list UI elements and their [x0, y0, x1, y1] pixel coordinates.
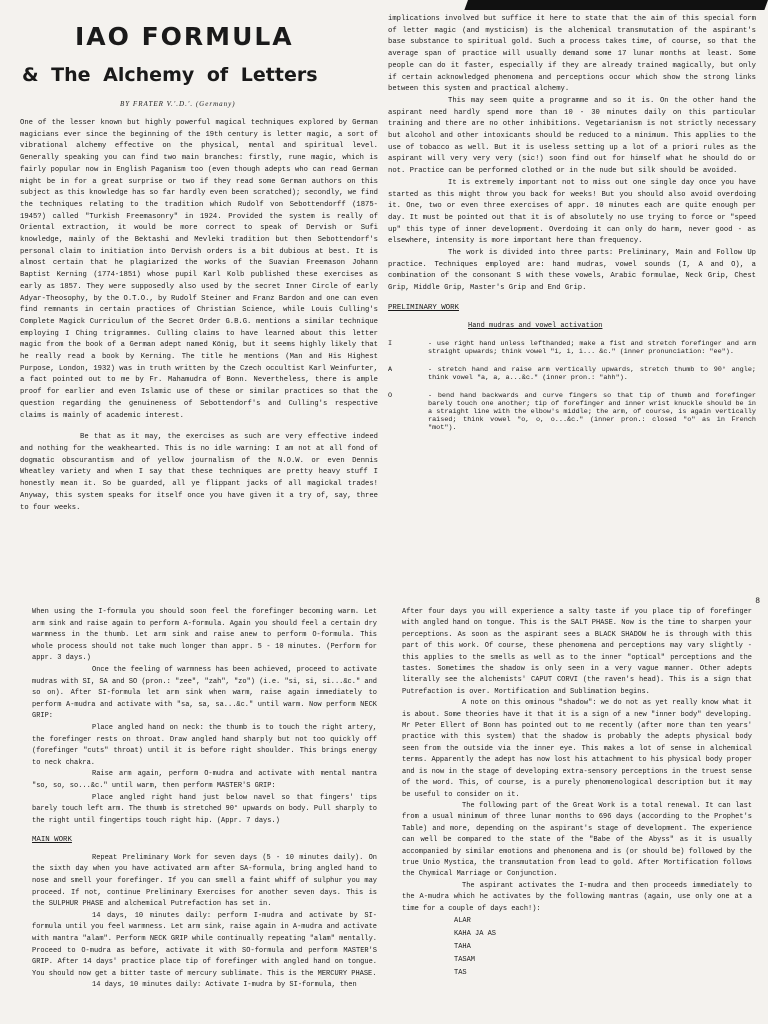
- practice-text: - bend hand backwards and curve fingers so that tip of thumb and forefinger barely touch one another; tip of forefinger and inner wrist knuckle should be in a straight line with the elbow's middle; the arm, of course, is again vertically raised; think vowel "o, o, o...&c." (inner pron.: closed "o" as in French "mot").: [428, 392, 756, 433]
- paragraph: This may seem quite a programme and so it is. On the other hand the aspirant need hardly spend more than 10 - 30 minutes daily on this particular training and there are no other inhibitions. Vegetarianism is not strictly necessary but alcohol and other intoxicants should be reduced to a minimum. This applies to the use of tobacco as well. But it is useless setting up a lot of a priori rules as the aspirant will very very very (sic!) soon find out for himself what he should do or not. Practice can be performed clothed or in the nude but silk should be avoided.: [388, 96, 756, 176]
- practice-item: [388, 392, 756, 432]
- paragraph: Place angled right hand just below navel so that fingers' tips barely touch left arm. The thumb is stretched 90° upwards on body. Pull sharply to the right until fingertips touch right hip. (Appr. 7 days.): [32, 793, 377, 825]
- mantra: TAHA: [454, 942, 471, 951]
- paragraph: Once the feeling of warmness has been achieved, proceed to activate mudras with SI, SA and SO (pron.: "zee", "zah", "zo") (i.e. "si, si, si...&c." and so on). After SI-formula let arm sink when warm, raise again immediately to perform A-mudra and activate with "sa, sa, sa...&c." until warm. Now perform NECK GRIP:: [32, 665, 377, 721]
- paragraph: A note on this ominous "shadow": we do not as yet really know what it is about. Some theories have it that it is a sign of a new "inner body" developing. Mr Peter Ellert of Bonn has pointed out to me recently (after more than ten years' practice with this system) that the shadow is probably the adepts physical body seen from the outside via the inner eye. This makes a lot of sense in alchemical terms. Apparently the adept has now lost his attachment to his physical body proper and is now in the stage of developing extra-sensory perceptions in the truest sense of the word. This, of course, is a purely phenomenological description but it may be useful to consider on it.: [402, 699, 752, 799]
- page1-right-column: [388, 14, 756, 442]
- subheading-hand-mudras: Hand mudras and vowel activation: [468, 321, 603, 330]
- paragraph: 14 days, 10 minutes daily: perform I-mudra and activate by SI-formula until you feel warmness. Let arm sink, raise again in A-mudra and activate with mantra "alam". Perform NECK GRIP while continually repeating "alam" mentally. Proceed to O-mudra as before, activate it with SO-formula and perform MASTER'S GRIP. After 14 days' practice place tip of forefinger with angled hand on tongue. You should now get a bitter taste of mercury sublimate. This is the MERCURY PHASE.: [32, 911, 377, 978]
- mantra: ALAR: [454, 916, 471, 925]
- paragraph: It is extremely important not to miss out one single day once you have started as this might throw you back for weeks! But you should also avoid overdoing it. One, two or even three exercises of appr. 10 minutes each are quite enough per day. It must be pointed out that it is of absolutely no use trying to force or "speed up" this type of inner development. Overdoing it can only do harm, never good - as elsewhere, intensity is more important here than frequency.: [388, 178, 756, 246]
- practice-text: - stretch hand and raise arm vertically upwards, stretch thumb to 90° angle; think vowel "a, a, a...&c." (inner pron.: "ahh").: [428, 366, 756, 383]
- mantra-list: [454, 915, 752, 980]
- practice-letter: O: [388, 392, 393, 401]
- practice-item: [388, 366, 756, 382]
- practice-text: - use right hand unless lefthanded; make a fist and stretch forefinger and arm straight upwards; think vowel "i, i, i... &c." (inner pronunciation: "ee").: [428, 340, 756, 357]
- mantra: KAHA JA AS: [454, 929, 497, 938]
- paragraph: Repeat Preliminary Work for seven days (5 - 10 minutes daily). On the sixth day when you have activated arm after SA-formula, bring angled hand to nose and smell your forefinger. If you can smell a faint whiff of sulphur you may proceed. If not, continue Preliminary Exercises for another seven days. This is the SULPHUR PHASE and alchemical Putrefaction has set in.: [32, 853, 377, 909]
- practice-letter: I: [388, 340, 393, 349]
- page1-left-column: [20, 118, 378, 514]
- practice-letter: A: [388, 366, 393, 375]
- article-subtitle: & The Alchemy of Letters: [22, 64, 318, 86]
- page2-left-column: [32, 607, 377, 992]
- page-number: 8: [755, 597, 760, 606]
- paragraph: Place angled hand on neck: the thumb is to touch the right artery, the forefinger rests on throat. Draw angled hand sharply but not too quickly off (forefinger "cuts" throat) until it is before right shoulder. This brings energy to neck chakra.: [32, 723, 377, 767]
- mantra: TAS: [454, 968, 467, 977]
- paragraph: Be that as it may, the exercises as such are very effective indeed and nothing for the weakhearted. This is no idle warning: I am not at all fond of dogmatic obscurantism and of yellow journalism of the N.O.W. or even Dennis Wheatley variety and when I say that these techniques are pretty heavy stuff I honestly mean it. So be guarded, all ye flippant jacks of all magickal trades! Anyway, this system speaks for itself once you have given it a try of, say, three to four weeks.: [20, 433, 378, 512]
- section-heading-main-work: MAIN WORK: [32, 836, 72, 845]
- paragraph: The aspirant activates the I-mudra and then proceeds immediately to the A-mudra which he activates by the following mantras (again, use only one at a time for a couple of days each!):: [402, 881, 752, 913]
- paragraph: After four days you will experience a salty taste if you place tip of forefinger with angled hand on tongue. This is the SALT PHASE. Now is the time to sharpen your perceptions. As soon as the aspirant sees a BLACK SHADOW he is through with this part of this work. Of course, these phenomena and perceptions may vary slightly - this applies to the smells as well as to the inner "optical" perceptions and the tastes. Sometimes the shadow is only seen in a very vague manner. Other adepts literally see the alchemists' CAPUT CORVI (the raven's head). This is a sign that Putrefaction is over. Mortification and Sublimation begins.: [402, 608, 752, 696]
- page2-right-column: [402, 607, 752, 980]
- paragraph: One of the lesser known but highly powerful magical techniques explored by German magicians ever since the beginning of the 19th century is letter magic, a sort of vibrational alchemy effective on the physical, mental and spiritual level. Generally speaking you can find two main branches: firstly, rune magic, which is fairly popular now in English Paganism too (even though adepts who can read German might be in for a great surprise or two if they read some German authors on this subject as this knowledge has so far hardly even been scratched); secondly, we find the techniques relating to the tradition which Rudolf von Sebottendorff (1875-1945?) called "Turkish Freemasonry" in 1924. Provided the system is really of Oriental extraction, it would be more correct to speak of Dervish or Sufi knowledge, mainly of the Bektashi and Mevleki tradition but then Sebottendorf's personal claim to initiation into Dervish orders is a bit dubious at best. It is almost certain that he plagiarized the works of the Suavian Freemason Johann Baptist Kerning (1774-1851) whose pupil Karl Kolb published these exercises as early as 1857. They were supposedly also used by the secret Inner Circle of early Adyar-Theosophy, by the O.T.O., by Rudolf Steiner and Franz Bardon and one can even find remnants in certain practices of Christian Science, while Louis Culling's Complete Magick Curriculum of the Secret Order G.B.G. mentions a similar technique employing I Ching trigrammes. Culling claims to have learned about this letter magic from the book of a German adept named König, but it seems highly likely that he really read a book by Kerning. The title he mentions (Man and His Highest Purpose, London, 1932) was in truth written by the Czech occultist Karl Weinfurter, a fact pointed out to me by Fr. Mahamudra of Bonn. Nevertheless, there is ample proof for earlier and even Islamic use of these or similar practices so that the question regarding the genuineness of Sebottendorf's and Culling's respective claims is mainly of academic interest.: [20, 119, 378, 420]
- paragraph: Raise arm again, perform O-mudra and activate with mental mantra "so, so, so...&c." until warm, then perform MASTER'S GRIP:: [32, 770, 377, 790]
- paragraph: 14 days, 10 minutes daily: Activate I-mudra by SI-formula, then: [92, 981, 357, 990]
- scan-dark-corner: [464, 0, 768, 10]
- practice-item: [388, 340, 756, 356]
- paragraph: When using the I-formula you should soon feel the forefinger becoming warm. Let arm sink and raise again to perform A-formula. Again you should feel a certain dry warmness in the thumb. Let arm sink and raise anew to perform O-formula. This whole process should not take much longer than appr. 5 - 10 minutes. (Perform for appr. 3 days.): [32, 608, 377, 663]
- paragraph: implications involved but suffice it here to state that the aim of this special form of letter magic (and mysticism) is the alchemical transmutation of the aspirant's base substance to spiritual gold. Such a process takes time, of course, so that the average span of practice will usually demand some 17 lunar months at least. Some people can do it faster, especially if they are already trained magically, but only if certain acknowledged phenomena and perceptions occur which show the strong links between this system and practical alchemy.: [388, 15, 756, 94]
- byline: BY FRATER V.'.D.'. (Germany): [120, 100, 236, 108]
- section-heading-preliminary: PRELIMINARY WORK: [388, 303, 459, 312]
- paragraph: The work is divided into three parts: Preliminary, Main and Follow Up practice. Techniques employed are: hand mudras, vowel sounds (I, A and O), a combination of the consonant S with these vowels, Arabic formulae, Neck Grip, Chest Grip, Middle Grip, Master's Grip and End Grip.: [388, 249, 756, 293]
- paragraph: The following part of the Great Work is a total renewal. It can last from a usual minimum of three lunar months to 696 days (according to the Prophet's Table) and more, depending on the aspirant's stage of development. The experience can well be compared to the state of the "Babe of the Abyss" as it is usually accompanied by similar emotions and phenomena and is (or should be) followed by the true Unio Mystica, the transmutation from lead to gold. After Mortification follows the Chymical Marriage or Conjunction.: [402, 801, 752, 879]
- mantra: TASAM: [454, 955, 476, 964]
- page-2: [0, 585, 768, 1024]
- article-title: IAO FORMULA: [75, 22, 294, 51]
